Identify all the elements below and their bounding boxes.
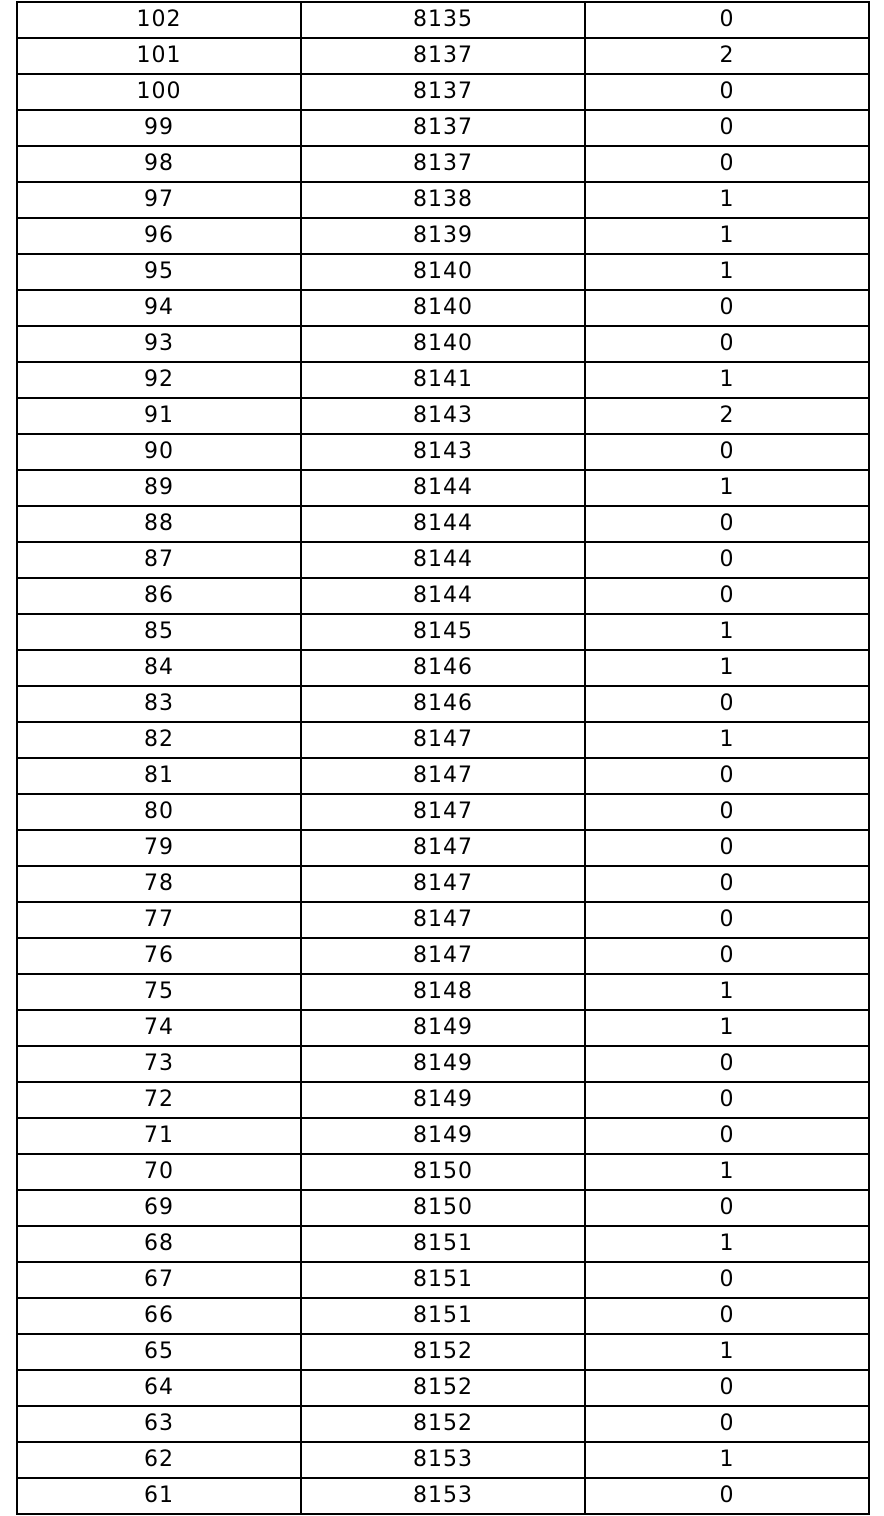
delta-cell: 1: [585, 470, 869, 506]
value-cell: 8149: [301, 1046, 585, 1082]
table-row: [17, 1226, 869, 1262]
delta-cell: 0: [585, 1406, 869, 1442]
table-row: [17, 146, 869, 182]
value-cell: 8135: [301, 2, 585, 38]
delta-cell: 1: [585, 218, 869, 254]
table-row: [17, 722, 869, 758]
delta-cell: 2: [585, 38, 869, 74]
rank-cell: 79: [17, 830, 301, 866]
value-cell: 8144: [301, 506, 585, 542]
table-row: [17, 506, 869, 542]
delta-cell: 1: [585, 1226, 869, 1262]
table-row: [17, 1262, 869, 1298]
rank-cell: 82: [17, 722, 301, 758]
delta-cell: 0: [585, 1298, 869, 1334]
value-cell: 8147: [301, 794, 585, 830]
delta-cell: 1: [585, 1010, 869, 1046]
delta-cell: 1: [585, 182, 869, 218]
value-cell: 8149: [301, 1010, 585, 1046]
value-cell: 8143: [301, 434, 585, 470]
delta-cell: 0: [585, 794, 869, 830]
delta-cell: 0: [585, 1190, 869, 1226]
delta-cell: 0: [585, 2, 869, 38]
delta-cell: 0: [585, 434, 869, 470]
table-row: [17, 794, 869, 830]
value-cell: 8149: [301, 1082, 585, 1118]
rank-cell: 99: [17, 110, 301, 146]
delta-cell: 0: [585, 758, 869, 794]
rank-cell: 80: [17, 794, 301, 830]
value-cell: 8144: [301, 542, 585, 578]
table-row: [17, 362, 869, 398]
table-row: [17, 866, 869, 902]
table-row: [17, 1082, 869, 1118]
table-row: [17, 470, 869, 506]
table-row: [17, 1334, 869, 1370]
value-cell: 8137: [301, 38, 585, 74]
rank-cell: 67: [17, 1262, 301, 1298]
value-cell: 8146: [301, 686, 585, 722]
table-row: [17, 1298, 869, 1334]
delta-cell: 0: [585, 146, 869, 182]
delta-cell: 1: [585, 614, 869, 650]
table-row: [17, 1370, 869, 1406]
rank-cell: 93: [17, 326, 301, 362]
rank-cell: 81: [17, 758, 301, 794]
rank-cell: 64: [17, 1370, 301, 1406]
delta-cell: 0: [585, 938, 869, 974]
delta-cell: 1: [585, 974, 869, 1010]
table-row: [17, 38, 869, 74]
delta-cell: 0: [585, 1082, 869, 1118]
table-row: [17, 182, 869, 218]
value-cell: 8151: [301, 1298, 585, 1334]
value-cell: 8144: [301, 470, 585, 506]
delta-cell: 0: [585, 1478, 869, 1514]
value-cell: 8148: [301, 974, 585, 1010]
rank-cell: 78: [17, 866, 301, 902]
delta-cell: 0: [585, 542, 869, 578]
table-row: [17, 938, 869, 974]
value-cell: 8143: [301, 398, 585, 434]
table-row: [17, 650, 869, 686]
rank-cell: 89: [17, 470, 301, 506]
value-cell: 8147: [301, 938, 585, 974]
delta-cell: 0: [585, 506, 869, 542]
rank-cell: 100: [17, 74, 301, 110]
value-cell: 8137: [301, 146, 585, 182]
rank-cell: 90: [17, 434, 301, 470]
rank-cell: 86: [17, 578, 301, 614]
value-cell: 8152: [301, 1370, 585, 1406]
rank-cell: 92: [17, 362, 301, 398]
table-row: [17, 434, 869, 470]
table-row: [17, 110, 869, 146]
value-cell: 8147: [301, 830, 585, 866]
table-row: [17, 830, 869, 866]
rank-cell: 63: [17, 1406, 301, 1442]
table-row: [17, 74, 869, 110]
rank-cell: 97: [17, 182, 301, 218]
rank-cell: 85: [17, 614, 301, 650]
value-cell: 8140: [301, 290, 585, 326]
value-cell: 8147: [301, 866, 585, 902]
delta-cell: 0: [585, 1262, 869, 1298]
rank-cell: 102: [17, 2, 301, 38]
rank-cell: 65: [17, 1334, 301, 1370]
rank-cell: 71: [17, 1118, 301, 1154]
delta-cell: 1: [585, 254, 869, 290]
rank-cell: 88: [17, 506, 301, 542]
delta-cell: 1: [585, 1334, 869, 1370]
rank-cell: 72: [17, 1082, 301, 1118]
delta-cell: 0: [585, 686, 869, 722]
delta-cell: 0: [585, 290, 869, 326]
rank-cell: 70: [17, 1154, 301, 1190]
value-cell: 8152: [301, 1406, 585, 1442]
table-row: [17, 1010, 869, 1046]
delta-cell: 0: [585, 110, 869, 146]
value-cell: 8144: [301, 578, 585, 614]
table-row: [17, 974, 869, 1010]
delta-cell: 0: [585, 866, 869, 902]
delta-cell: 1: [585, 722, 869, 758]
value-cell: 8149: [301, 1118, 585, 1154]
rank-cell: 87: [17, 542, 301, 578]
value-cell: 8153: [301, 1442, 585, 1478]
rank-cell: 76: [17, 938, 301, 974]
value-cell: 8146: [301, 650, 585, 686]
rank-cell: 73: [17, 1046, 301, 1082]
table-row: [17, 218, 869, 254]
table-row: [17, 1118, 869, 1154]
rank-cell: 96: [17, 218, 301, 254]
value-cell: 8140: [301, 254, 585, 290]
value-cell: 8147: [301, 902, 585, 938]
delta-cell: 0: [585, 326, 869, 362]
delta-cell: 0: [585, 578, 869, 614]
rank-cell: 98: [17, 146, 301, 182]
table-row: [17, 1190, 869, 1226]
table-row: [17, 686, 869, 722]
delta-cell: 0: [585, 1118, 869, 1154]
value-cell: 8147: [301, 758, 585, 794]
value-cell: 8138: [301, 182, 585, 218]
delta-cell: 0: [585, 902, 869, 938]
rank-cell: 74: [17, 1010, 301, 1046]
value-cell: 8141: [301, 362, 585, 398]
delta-cell: 1: [585, 650, 869, 686]
value-cell: 8139: [301, 218, 585, 254]
delta-cell: 0: [585, 830, 869, 866]
delta-cell: 0: [585, 1370, 869, 1406]
rank-cell: 69: [17, 1190, 301, 1226]
value-cell: 8147: [301, 722, 585, 758]
table-row: [17, 758, 869, 794]
value-cell: 8137: [301, 110, 585, 146]
data-table-container: [16, 1, 868, 1515]
value-cell: 8145: [301, 614, 585, 650]
table-row: [17, 578, 869, 614]
value-cell: 8150: [301, 1154, 585, 1190]
table-row: [17, 1154, 869, 1190]
delta-cell: 1: [585, 362, 869, 398]
delta-cell: 2: [585, 398, 869, 434]
delta-cell: 1: [585, 1442, 869, 1478]
value-cell: 8151: [301, 1262, 585, 1298]
delta-cell: 0: [585, 1046, 869, 1082]
table-row: [17, 2, 869, 38]
table-row: [17, 254, 869, 290]
table-row: [17, 290, 869, 326]
data-table: [16, 1, 870, 1515]
rank-cell: 66: [17, 1298, 301, 1334]
rank-cell: 95: [17, 254, 301, 290]
rank-cell: 68: [17, 1226, 301, 1262]
table-row: [17, 1442, 869, 1478]
rank-cell: 61: [17, 1478, 301, 1514]
rank-cell: 62: [17, 1442, 301, 1478]
value-cell: 8152: [301, 1334, 585, 1370]
value-cell: 8137: [301, 74, 585, 110]
value-cell: 8153: [301, 1478, 585, 1514]
rank-cell: 101: [17, 38, 301, 74]
table-row: [17, 1406, 869, 1442]
table-row: [17, 542, 869, 578]
value-cell: 8140: [301, 326, 585, 362]
delta-cell: 0: [585, 74, 869, 110]
table-row: [17, 1478, 869, 1514]
table-row: [17, 902, 869, 938]
value-cell: 8151: [301, 1226, 585, 1262]
table-row: [17, 326, 869, 362]
rank-cell: 75: [17, 974, 301, 1010]
rank-cell: 83: [17, 686, 301, 722]
rank-cell: 77: [17, 902, 301, 938]
table-body: [17, 2, 869, 1514]
table-row: [17, 614, 869, 650]
table-row: [17, 1046, 869, 1082]
table-row: [17, 398, 869, 434]
rank-cell: 84: [17, 650, 301, 686]
rank-cell: 91: [17, 398, 301, 434]
rank-cell: 94: [17, 290, 301, 326]
value-cell: 8150: [301, 1190, 585, 1226]
delta-cell: 1: [585, 1154, 869, 1190]
